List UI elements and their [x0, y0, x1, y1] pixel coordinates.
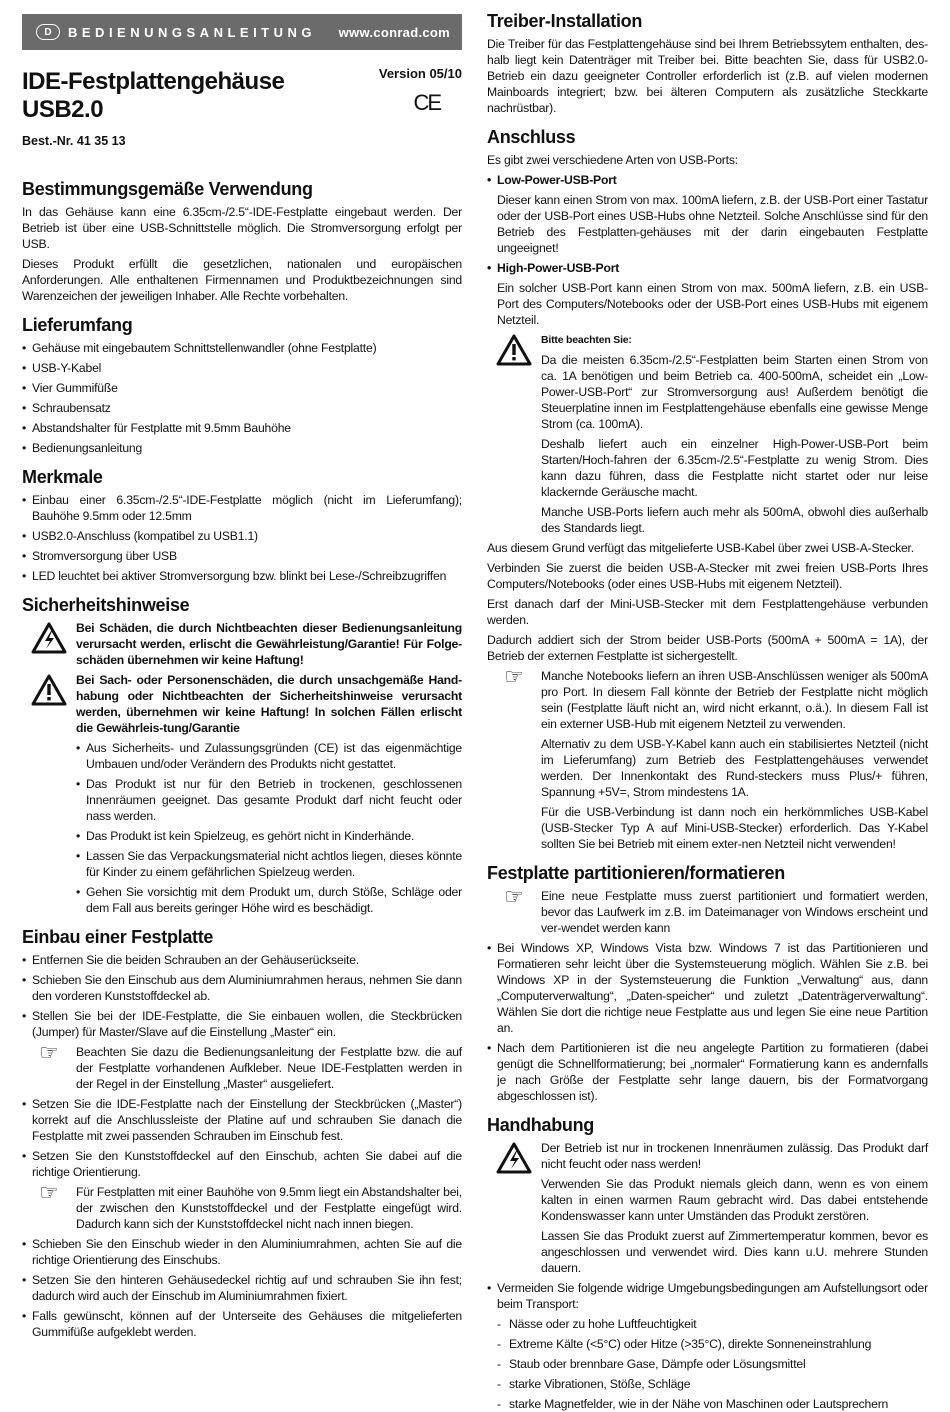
dash-item: - Extreme Kälte (<5°C) oder Hitze (>35°C), direkte Sonneneinstrahlung — [497, 1337, 872, 1351]
list-item: • Bei Windows XP, Windows Vista bzw. Windows 7 ist das Partitionieren und Formatieren sehr leicht über die Systemsteuerung möglich. Wählen Sie z.B. bei Windows XP in der Systemsteuerung die Funktion „Verwaltung“ aus, dann „Computerverwaltung“, „Daten-speicher“ und zuletzt „Datenträgerverwaltung“. Wählen Sie dort die richtige neue Festplatte aus und legen Sie eine neue Partition an. — [487, 941, 928, 1035]
list-item: • Vier Gummifüße — [22, 381, 118, 395]
list-item: • Stromversorgung über USB — [22, 549, 177, 563]
title-block — [22, 68, 462, 128]
list-item: • Schieben Sie den Einschub aus dem Aluminiumrahmen heraus, nehmen Sie dann den vorderen Kunststoffdeckel ab. — [22, 973, 462, 1003]
list-item: • Setzen Sie die IDE-Festplatte nach der Einstellung der Steckbrücken („Master“) korrekt auf die Anschlussleiste der Platine auf und schrauben Sie danach die Festplatte mit zwei passenden Schrauben im Einschub fest. — [22, 1097, 462, 1143]
note-text: Eine neue Festplatte muss zuerst partitioniert und formatiert werden, bevor das Laufwerk im z.B. im Dateimanager von Windows erscheint und ver-wendet werden kann — [541, 889, 928, 935]
list-item: • Einbau einer 6.35cm-/2.5“-IDE-Festplatte möglich (nicht im Lieferumfang); Bauhöhe 9.5mm oder 12.5mm — [22, 493, 462, 523]
section-heading-treiber: Treiber-Installation — [487, 11, 643, 31]
list-item: • LED leuchtet bei aktiver Stromversorgung bzw. blinkt bei Lese-/Schreibzugriffen — [22, 569, 447, 583]
paragraph: Dieses Produkt erfüllt die gesetzlichen, nationalen und europäischen Anforderungen. Alle enthaltenen Firmennamen und Produktbezeichnungen sind Warenzeichen der jeweiligen Inhaber. Alle Rechte vorbehalten. — [22, 257, 462, 303]
list-item: • USB2.0-Anschluss (kompatibel zu USB1.1) — [22, 529, 258, 543]
warning-text: Bei Schäden, die durch Nichtbeachten dieser Bedienungsanleitung verursacht werden, erlischt die Gewährleistung/Garantie! Für Folge-schäden übernehmen wir keine Haftung! — [76, 621, 462, 667]
paragraph: Verbinden Sie zuerst die beiden USB-A-Stecker mit zwei freien USB-Ports Ihres Computers/Notebooks (oder eines USB-Hubs mit eigenem Netzteil). — [487, 561, 928, 591]
header-label: BEDIENUNGSANLEITUNG — [68, 24, 317, 40]
warning-text: Bei Sach- oder Personenschäden, die durch unsachgemäße Hand-habung oder Nichtbeachten der Sicherheitshinweise verursacht werden, übernehmen wir keine Haftung! In solchen Fällen erlischt die Gewährleis-tung/Garantie — [76, 673, 462, 735]
paragraph: Deshalb liefert auch ein einzelner High-Power-USB-Port beim Starten/Hoch-fahren der 6.35cm-/2.5“-Festplatte zu wenig Strom. Dies kann dazu führen, dass die Festplatte nicht startet oder nur leise klackernde Geräusche macht. — [541, 437, 928, 499]
paragraph: Aus diesem Grund verfügt das mitgelieferte USB-Kabel über zwei USB-A-Stecker. — [487, 541, 914, 555]
paragraph: Ein solcher USB-Port kann einen Strom von max. 500mA liefern, z.B. ein USB-Port des Computers/Notebooks oder der USB-Port eines USB-Hubs mit eigenem Netzteil. — [497, 281, 928, 327]
list-item: • Stellen Sie bei der IDE-Festplatte, die Sie einbauen wollen, die Steckbrücken (Jumper) für Master/Slave auf die Einstellung „Master“ ein. — [22, 1009, 462, 1039]
paragraph: Erst danach darf der Mini-USB-Stecker mit dem Festplattengehäuse verbunden werden. — [487, 597, 928, 627]
list-item: • Abstandshalter für Festplatte mit 9.5mm Bauhöhe — [22, 421, 291, 435]
list-item: • Setzen Sie den hinteren Gehäusedeckel richtig auf und schrauben Sie ihn fest; dadurch wird auch der Einschub im Aluminiumrahmen fixiert. — [22, 1273, 462, 1303]
section-heading-merkmale: Merkmale — [22, 467, 103, 487]
warning-block — [22, 620, 462, 668]
note-text: Manche Notebooks liefern an ihren USB-Anschlüssen weniger als 500mA pro Port. In diesem Fall könnte der Betrieb der Festplatte nicht möglich sein (Festplatte läuft nicht an, wird nicht erkannt, o.ä.). In diesem Fall ist ein externer USB-Hub mit eigenem Netzteil zu verwenden. — [541, 669, 928, 731]
header-bar — [22, 14, 462, 50]
pointing-hand-icon: ☞ — [504, 664, 524, 689]
left-column — [22, 0, 462, 1340]
version-label: Version 05/10 — [378, 66, 462, 81]
list-item: • Aus Sicherheits- und Zulassungsgründen (CE) ist das eigenmächtige Umbauen und/oder Verändern des Produkts nicht gestattet. — [76, 741, 462, 771]
right-column — [487, 0, 928, 1412]
list-item: • Lassen Sie das Verpackungsmaterial nicht achtlos liegen, dieses könnte für Kinder zu einem gefährlichen Spielzeug werden. — [76, 849, 462, 879]
paragraph: Dadurch addiert sich der Strom beider USB-Ports (500mA + 500mA = 1A), der Betrieb der externen Festplatte ist sichergestellt. — [487, 633, 928, 663]
attention-title: Bitte beachten Sie: — [541, 334, 632, 346]
section-heading-bestimmung: Bestimmungsgemäße Verwendung — [22, 179, 313, 199]
electric-warning-icon — [496, 1142, 532, 1174]
list-item: • Entfernen Sie die beiden Schrauben an der Gehäuserückseite. — [22, 953, 359, 967]
note-block — [22, 1040, 462, 1092]
ce-mark: CE — [413, 90, 440, 115]
warning-block — [487, 332, 928, 536]
list-item: • Vermeiden Sie folgende widrige Umgebungsbedingungen am Aufstellungsort oder beim Transport: — [487, 1281, 928, 1311]
warning-icon — [31, 674, 67, 706]
list-item: • Nach dem Partitionieren ist die neu angelegte Partition zu formatieren (dabei genügt die Schnellformatierung; bei „normaler“ Formatierung kann es andernfalls je nach Größe der Festplatte sehr lange dauern, bis der Formatvorgang abgeschlossen ist). — [487, 1041, 928, 1103]
dash-item: - starke Magnetfelder, wie in der Nähe von Maschinen oder Lautsprechern — [497, 1397, 889, 1411]
list-item: • Gehen Sie vorsichtig mit dem Produkt um, durch Stöße, Schläge oder dem Fall aus bereits geringer Höhe wird es beschädigt. — [76, 885, 462, 915]
note-text: Für Festplatten mit einer Bauhöhe von 9.5mm liegt ein Abstandshalter bei, der zwischen den Kunststoffdeckel und der Festplatte eingefügt wird. Dadurch kann sich der Kunststoffdeckel nicht nach innen biegen. — [76, 1185, 462, 1231]
dash-item: - Nässe oder zu hohe Luftfeuchtigkeit — [497, 1317, 697, 1331]
list-item: • Bedienungsanleitung — [22, 441, 143, 455]
list-item: • USB-Y-Kabel — [22, 361, 102, 375]
list-item: • Schieben Sie den Einschub wieder in den Aluminiumrahmen, achten Sie auf die richtige Orientierung des Einschubs. — [22, 1237, 462, 1267]
paragraph: Die Treiber für das Festplattengehäuse sind bei Ihrem Betriebssytem enthalten, des-halb liegt kein Datenträger mit Treiber bei. Bitte beachten Sie, dass für USB2.0-Betrieb ein dazu geeigneter Controller erforderlich ist (z.B. auf vielen modernen Mainboards integriert; bzw. bei älteren Computern als zusätzliche Steckkarte nachrüstbar). — [487, 37, 928, 115]
list-item: • Low-Power-USB-Port — [487, 173, 617, 187]
list-item: • Falls gewünscht, können auf der Unterseite des Gehäuses die mitgelieferten Gummifüße aufgeklebt werden. — [22, 1309, 462, 1339]
dash-item: - starke Vibrationen, Stöße, Schläge — [497, 1377, 691, 1391]
pointing-hand-icon: ☞ — [504, 884, 524, 909]
paragraph: Dieser kann einen Strom von max. 100mA liefern, z.B. der USB-Port einer Tastatur oder der USB-Port eines USB-Hubs ohne Netzteil. Solche Anschlüsse sind für den Betrieb des Festplatten-gehäuses mit der darin eingebauten Festplatte ungeeignet! — [497, 193, 928, 255]
warning-block — [22, 672, 462, 916]
section-heading-lieferumfang: Lieferumfang — [22, 315, 133, 335]
paragraph: Der Betrieb ist nur in trockenen Innenräumen zulässig. Das Produkt darf nicht feucht oder nass werden! — [541, 1141, 928, 1171]
section-heading-handhabung: Handhabung — [487, 1115, 594, 1135]
paragraph: Da die meisten 6.35cm-/2.5“-Festplatten beim Starten einen Strom von ca. 1A benötigen und beim Betrieb ca. 400-500mA, scheidet ein „Low-Power-USB-Port“ zur Stromversorgung aus! Außerdem benötigt die Steuerplatine innen im Festplattengehäuse ebenfalls eine gewisse Menge Strom (ca. 100mA). — [541, 353, 928, 431]
doc-title-line1: IDE-Festplattengehäuse — [22, 68, 285, 95]
paragraph: In das Gehäuse kann eine 6.35cm-/2.5“-IDE-Festplatte eingebaut werden. Der Betrieb ist über eine USB-Schnittstelle möglich. Die Stromversorgung erfolgt per USB. — [22, 205, 462, 251]
header-url[interactable]: www.conrad.com — [338, 24, 450, 40]
section-heading-sicherheit: Sicherheitshinweise — [22, 595, 190, 615]
list-item: • Gehäuse mit eingebautem Schnittstellenwandler (ohne Festplatte) — [22, 341, 377, 355]
list-item: • Das Produkt ist nur für den Betrieb in trockenen, geschlossenen Innenräumen geeignet. Das gesamte Produkt darf nicht feucht oder nass werden. — [76, 777, 462, 823]
electric-warning-icon — [31, 622, 67, 654]
list-item: • Schraubensatz — [22, 401, 111, 415]
section-heading-einbau: Einbau einer Festplatte — [22, 927, 214, 947]
section-heading-partition: Festplatte partitionieren/formatieren — [487, 863, 785, 883]
list-item: • Das Produkt ist kein Spielzeug, es gehört nicht in Kinderhände. — [76, 829, 415, 843]
note-text: Für die USB-Verbindung ist dann noch ein herkömmliches USB-Kabel (USB-Stecker Typ A auf Mini-USB-Stecker) erforderlich. Das Y-Kabel sollten Sie bei Betrieb mit einem exter-nen Netzteil nicht verwenden! — [541, 805, 928, 851]
paragraph: Es gibt zwei verschiedene Arten von USB-Ports: — [487, 153, 738, 167]
doc-title-line2: USB2.0 — [22, 96, 104, 123]
pointing-hand-icon: ☞ — [39, 1180, 59, 1205]
note-text: Alternativ zu dem USB-Y-Kabel kann auch ein stabilisiertes Netzteil (nicht im Lieferumfang) zum Betrieb des Festplattengehäuses verwendet werden. Der Innenkontakt des Rund-steckers muss Plus/+ führen, Spannung +5V=, Strom mindestens 1A. — [541, 737, 928, 799]
list-item: • High-Power-USB-Port — [487, 261, 620, 275]
note-block — [487, 664, 928, 852]
list-item: • Setzen Sie den Kunststoffdeckel auf den Einschub, achten Sie dabei auf die richtige Orientierung. — [22, 1149, 462, 1179]
note-block — [487, 884, 928, 936]
pointing-hand-icon: ☞ — [39, 1040, 59, 1065]
language-badge: D — [36, 24, 60, 40]
section-heading-anschluss: Anschluss — [487, 127, 576, 147]
warning-block — [487, 1140, 928, 1276]
paragraph: Verwenden Sie das Produkt niemals gleich dann, wenn es von einem kalten in einen warmen Raum gebracht wird. Das dabei entstehende Kondenswasser kann unter Umständen das Produkt zerstören. — [541, 1177, 928, 1223]
best-nr: Best.-Nr. 41 35 13 — [22, 134, 126, 148]
warning-icon — [496, 334, 532, 366]
note-text: Beachten Sie dazu die Bedienungsanleitung der Festplatte bzw. die auf der Festplatte vorhandenen Aufkleber. Neue IDE-Festplatten werden in der Regel in der Einstellung „Master“ ausgeliefert. — [76, 1045, 462, 1091]
paragraph: Manche USB-Ports liefern auch mehr als 500mA, obwohl dies außerhalb des Standards liegt. — [541, 505, 928, 535]
dash-item: - Staub oder brennbare Gase, Dämpfe oder Lösungsmittel — [497, 1357, 806, 1371]
paragraph: Lassen Sie das Produkt zuerst auf Zimmertemperatur kommen, bevor es angeschlossen und verwendet wird. Dies kann u.U. mehrere Stunden dauern. — [541, 1229, 928, 1275]
note-block — [22, 1180, 462, 1232]
